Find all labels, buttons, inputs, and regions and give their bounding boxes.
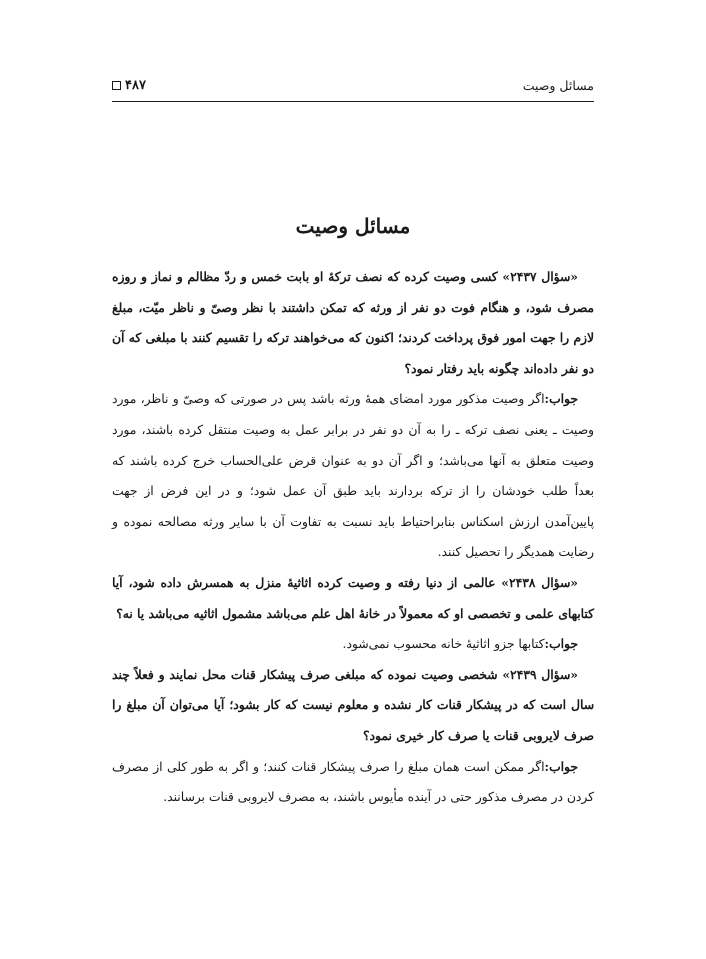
- header-page-number: [112, 78, 146, 93]
- question-2439: «سؤال ۲۴۳۹» شخصی وصیت نموده که مبلغی صرف پیشکار قنات محل نمایند و فعلاً چند سال است که در پیشکار قنات کار نشده و معلوم نیست که کار بشود؛ آیا می‌توان آن مبلغ را صرف لایروبی قنات یا صرف کار خیری نمود؟: [112, 666, 594, 743]
- square-bullet-icon: [112, 81, 121, 90]
- header-title: مسائل وصیت: [522, 78, 594, 93]
- answer-label: جواب:: [544, 758, 578, 774]
- content-body: [112, 262, 594, 813]
- question-2437: «سؤال ۲۴۳۷» کسی وصیت کرده که نصف ترکهٔ او بابت خمس و ردّ مظالم و نماز و روزه مصرف شود، و هنگام فوت دو نفر از ورثه که تمکن داشتند با نظر وصیّ و ناظر میّت، مبلغ لازم را جهت امور فوق پرداخت کردند؛ اکنون که می‌خواهند ترکه را تقسیم کنند با مبلغی که آن دو نفر داده‌اند چگونه باید رفتار نمود؟: [112, 269, 594, 376]
- answer-label: جواب:: [544, 636, 578, 652]
- answer-text: اگر وصیت مذکور مورد امضای همهٔ ورثه باشد پس در صورتی که وصیّ و ناظر، مورد وصیت ـ یعنی نصف ترکه ـ را به آن دو نفر در برابر عمل به وصیت منتقل کرده باشند، مورد وصیت متعلق به آنها می‌باشد؛ و اگر آن دو به عنوان قرض علی‌الحساب خرج کرده باشند که بعداً طلب خودشان را از ترکه بردارند باید طبق آن عمل شود؛ و در این فرض از جهت پایین‌آمدن ارزش اسکناس بنابراحتیاط باید نسبت به تفاوت آن با سایر ورثه مصالحه نموده و رضایت همدیگر را تحصیل کنند.: [112, 392, 594, 560]
- section-title: مسائل وصیت: [295, 214, 411, 238]
- answer-2437: [112, 384, 594, 568]
- running-header: [112, 78, 594, 98]
- header-rule: [112, 101, 594, 102]
- question-2438: «سؤال ۲۴۳۸» عالمی از دنیا رفته و وصیت کرده اثاثیهٔ منزل به همسرش داده شود، آیا کتابهای علمی و تخصصی او که معمولاً در خانهٔ اهل علم می‌باشد مشمول اثاثیه می‌باشد یا نه؟: [112, 574, 594, 621]
- answer-label: جواب:: [544, 391, 578, 407]
- answer-text: کتابها جزو اثاثیهٔ خانه محسوب نمی‌شود.: [342, 637, 545, 652]
- page-number: ۴۸۷: [125, 78, 146, 93]
- answer-2438: [112, 629, 594, 660]
- answer-2439: [112, 752, 594, 813]
- answer-text: اگر ممکن است همان مبلغ را صرف پیشکار قنات کنند؛ و اگر به طور کلی از مصرف کردن در مصرف مذکور حتی در آینده مأیوس باشند، به مصرف لایروبی قنات برسانند.: [112, 759, 594, 805]
